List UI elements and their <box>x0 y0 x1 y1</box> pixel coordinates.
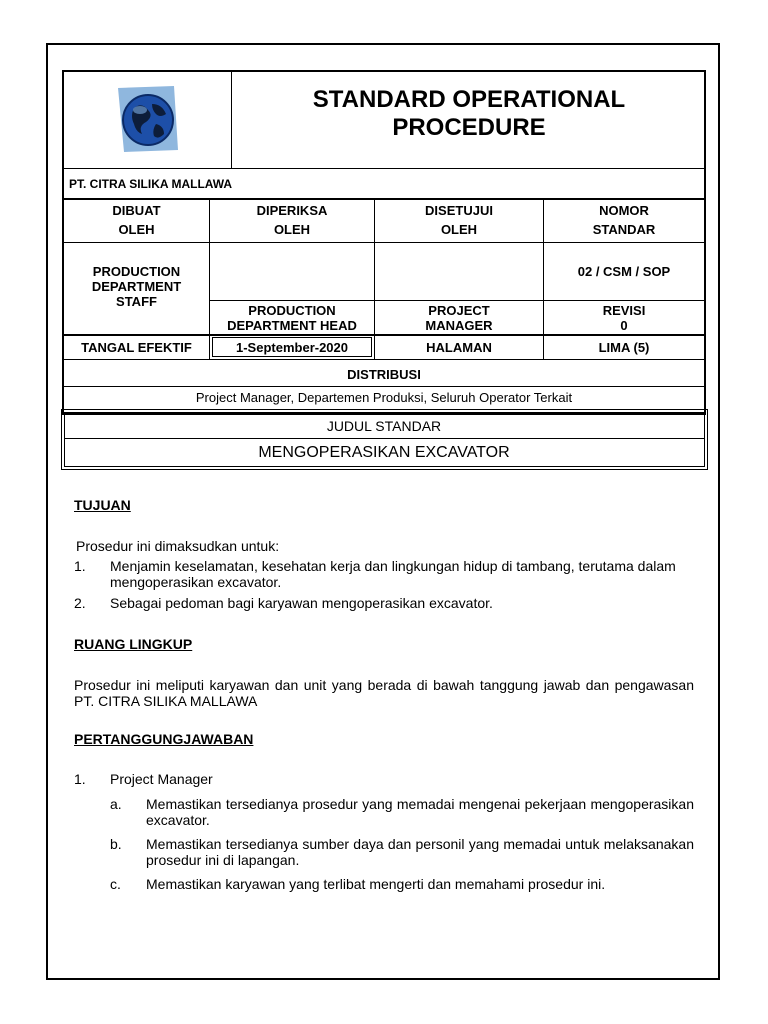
made-by-value: PRODUCTION DEPARTMENT STAFF <box>91 264 182 309</box>
tujuan-intro: Prosedur ini dimaksudkan untuk: <box>76 538 280 554</box>
responsibility-text: Memastikan karyawan yang terlibat mengerti dan memahami prosedur ini. <box>146 876 606 892</box>
checked-by-value: PRODUCTION DEPARTMENT HEAD <box>227 303 357 333</box>
effective-label: TANGAL EFEKTIF <box>81 340 192 355</box>
responsibility-text: Memastikan tersedianya prosedur yang memadai mengenai pekerjaan mengoperasikan excavator. <box>146 796 694 828</box>
responsibility-letter: b. <box>110 836 122 852</box>
responsibility-text: Memastikan tersedianya sumber daya dan personil yang memadai untuk melaksanakan prosedur ini di lapangan. <box>146 836 694 868</box>
pertanggungjawaban-heading: PERTANGGUNGJAWABAN <box>74 731 254 747</box>
page-value: LIMA (5) <box>598 340 650 355</box>
tujuan-item-text: Menjamin keselamatan, kesehatan kerja dan lingkungan hidup di tambang, terutama dalam mengoperasikan excavator. <box>110 558 676 590</box>
ruang-lingkup-heading: RUANG LINGKUP <box>74 636 193 652</box>
header-nomor: NOMOR STANDAR <box>592 203 656 237</box>
responsibility-letter: c. <box>110 876 121 892</box>
distribution-label: DISTRIBUSI <box>347 367 421 382</box>
rule <box>62 386 706 387</box>
company-name: PT. CITRA SILIKA MALLAWA <box>69 177 233 191</box>
rule <box>62 168 706 169</box>
tujuan-heading: TUJUAN <box>74 497 131 513</box>
tujuan-item-num: 2. <box>74 595 86 611</box>
page-label: HALAMAN <box>426 340 492 355</box>
header-diperiksa: DIPERIKSA OLEH <box>256 203 328 237</box>
header-dibuat: DIBUAT OLEH <box>112 203 161 237</box>
standard-title-value: MENGOPERASIKAN EXCAVATOR <box>258 444 510 461</box>
distribution-value: Project Manager, Departemen Produksi, Seluruh Operator Terkait <box>195 390 573 405</box>
header-disetujui: DISETUJUI OLEH <box>425 203 493 237</box>
role-num: 1. <box>74 771 86 787</box>
standard-title-label: JUDUL STANDAR <box>326 418 442 434</box>
rule <box>64 438 705 439</box>
ruang-lingkup-text: Prosedur ini meliputi karyawan dan unit yang berada di bawah tanggung jawab dan pengawasan PT. CITRA SILIKA MALLAWA <box>74 677 694 709</box>
rule <box>62 334 706 336</box>
company-logo <box>114 84 180 154</box>
title-line-2: PROCEDURE <box>392 114 546 141</box>
tujuan-item-text: Sebagai pedoman bagi karyawan mengoperasikan excavator. <box>110 595 493 611</box>
document-title <box>232 86 706 142</box>
approved-by-value: PROJECT MANAGER <box>425 303 493 333</box>
standard-number: 02 / CSM / SOP <box>577 264 671 279</box>
rule <box>62 359 706 360</box>
revision: REVISI 0 <box>602 303 646 333</box>
rule <box>209 300 706 301</box>
title-line-1: STANDARD OPERATIONAL <box>312 86 626 113</box>
rule <box>62 198 706 200</box>
role-name: Project Manager <box>110 771 213 787</box>
effective-date: 1-September-2020 <box>212 337 372 357</box>
responsibility-letter: a. <box>110 796 122 812</box>
tujuan-item-num: 1. <box>74 558 86 574</box>
rule <box>62 242 706 243</box>
